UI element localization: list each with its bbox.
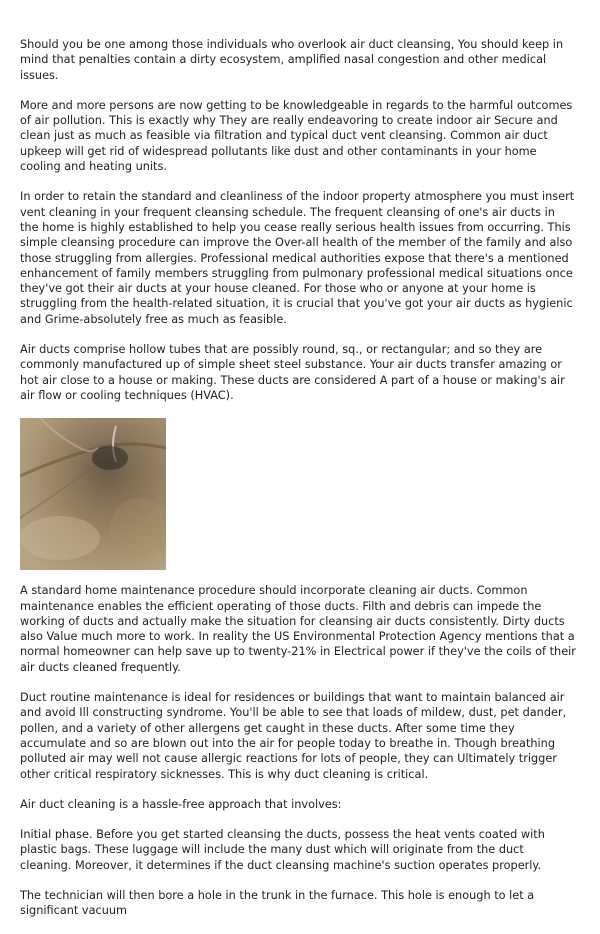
- paragraph-8: Initial phase. Before you get started cleansing the ducts, possess the heat vents coated with plastic bags. These luggage will include the many dust which will originate from the duct cleaning. Moreover, it determines if the duct cleansing machine's suction operates properly.: [20, 828, 545, 872]
- paragraph-1: Should you be one among those individuals who overlook air duct cleansing, You should keep in mind that penalties contain a dirty ecosystem, amplified nasal congestion and other medical issues.: [20, 38, 564, 82]
- paragraph-7: Air duct cleaning is a hassle-free approach that involves:: [20, 797, 342, 811]
- paragraph-6: Duct routine maintenance is ideal for residences or buildings that want to maintain balanced air and avoid Ill constructing syndrome. You'll be able to see that loads of mildew, dust, pet dander, pollen, and a variety of other allergens get caught in these ducts. After some time they accumulate and so are blown out into the air for people today to breathe in. Though breathing polluted air may well not cause allergic reactions for lots of people, they can Ultimately trigger other critical respiratory sicknesses. This is why duct cleaning is critical.: [20, 691, 567, 781]
- paragraph-9: The technician will then bore a hole in the trunk in the furnace. This hole is enough to let a significant vacuum: [20, 888, 535, 918]
- paragraph-3: In order to retain the standard and cleanliness of the indoor property atmosphere you must insert vent cleaning in your frequent cleansing schedule. The frequent cleansing of one's air ducts in the home is highly established to help you cease really serious health issues from occurring. This simple cleansing procedure can improve the Over-all health of the member of the family and also those struggling from allergies. Professional medical authorities expose that there's a mentioned enhancement of family members struggling from pulmonary professional medical situations once they've got their air ducts at your house cleaned. For those who or anyone at your home is struggling from the health-related situation, it is crucial that you've got your air ducts as hygienic and Grime-absolutely free as much as feasible.: [20, 190, 575, 326]
- paragraph-5: A standard home maintenance procedure should incorporate cleaning air ducts. Common maintenance enables the efficient operating of those ducts. Filth and debris can impede the working of ducts and actually make the situation for cleansing air ducts consistently. Dirty ducts also Value much more to work. In reality the US Environmental Protection Agency mentions that a normal homeowner can help save up to twenty-21% in Electrical power if they've the coils of their air ducts cleaned frequently.: [20, 584, 576, 674]
- paragraph-4: Air ducts comprise hollow tubes that are possibly round, sq., or rectangular; and so they are commonly manufactured up of simple sheet steel substance. Your air ducts transfer amazing or hot air close to a house or making. These ducts are considered A part of a house or making's air air flow or cooling techniques (HVAC).: [20, 343, 565, 402]
- paragraph-2: More and more persons are now getting to be knowledgeable in regards to the harmful outcomes of air pollution. This is exactly why They are really endeavoring to create indoor air Secure and clean just as much as feasible via filtration and typical duct vent cleansing. Common air duct upkeep will get rid of widespread pollutants like dust and other contaminants in your home cooling and heating units.: [20, 98, 573, 174]
- article-body: [20, 37, 576, 934]
- dirty-duct-photo: [20, 418, 166, 570]
